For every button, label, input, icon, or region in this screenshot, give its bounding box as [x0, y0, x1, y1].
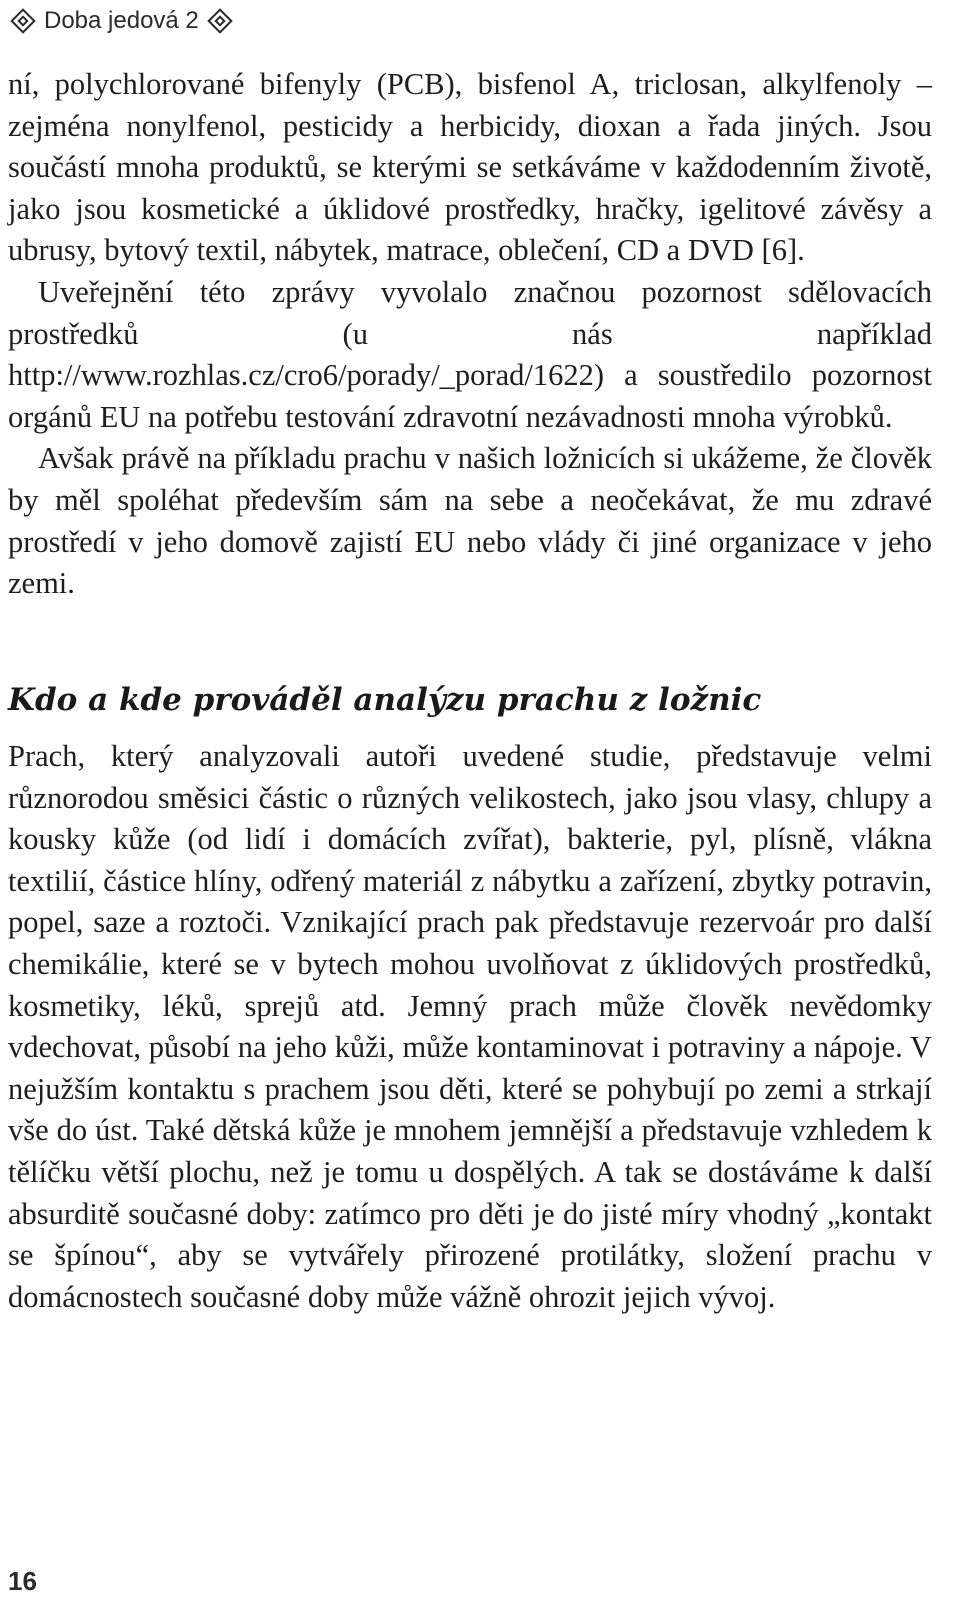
diamond-ornament-icon: [207, 8, 232, 33]
paragraph: Avšak právě na příkladu prachu v našich ložnicích si ukážeme, že člověk by měl spoléhat především sám na sebe a neočekávat, že mu zdravé prostředí v jeho domově zajistí EU nebo vlády či jiné organizace v jeho zemi.: [8, 441, 932, 601]
running-header: [8, 6, 235, 36]
diamond-ornament-icon: [10, 8, 35, 33]
paragraph: Prach, který analyzovali autoři uvedené studie, představuje velmi různorodou směsici částic o různých velikostech, jako jsou vlasy, chlupy a kousky kůže (od lidí i domácích zvířat), bakterie, pyl, plísně, vlákna textilií, částice hlíny, odřený materiál z nábytku a zařízení, zbytky potravin, popel, saze a roztoči. Vznikající prach pak představuje rezervoár pro další chemikálie, které se v bytech mohou uvolňovat z úklidových prostředků, kosmetiky, léků, sprejů atd. Jemný prach může člověk nevědomky vdechovat, působí na jeho kůži, může kontaminovat i potraviny a nápoje. V nejužším kontaktu s prachem jsou děti, které se pohybují po zemi a strkají vše do úst. Také dětská kůže je mnohem jemnější a představuje vzhledem k tělíčku větší plochu, než je tomu u dospělých. A tak se dostáváme k další absurditě současné doby: zatímco pro děti je do jisté míry vhodný „kontakt se špínou“, aby se vytvářely přirozené protilátky, složení prachu v domácnostech současné doby může vážně ohrozit jejich vývoj.: [8, 739, 932, 1314]
paragraph: ní, polychlorované bifenyly (PCB), bisfenol A, triclosan, alkylfenoly – zejména nonylfenol, pesticidy a herbicidy, dioxan a řada jiných. Jsou součástí mnoha produktů, se kterými se setkáváme v každodenním životě, jako jsou kosmetické a úklidové prostředky, hračky, igelitové závěsy a ubrusy, bytový textil, nábytek, matrace, oblečení, CD a DVD [6].: [8, 67, 932, 268]
paragraph: Uveřejnění této zprávy vyvolalo značnou pozornost sdělovacích prostředků (u nás například http://www.rozhlas.cz/cro6/porady/_porad/1622) a soustředilo pozornost orgánů EU na potřebu testování zdravotní nezávadnosti mnoha výrobků.: [8, 274, 932, 434]
page-number: 16: [8, 1566, 37, 1596]
text-block-section: [8, 736, 932, 1318]
text-block-intro: [8, 64, 932, 605]
section-heading: Kdo a kde prováděl analýzu prachu z ložnic: [8, 682, 762, 718]
running-title: Doba jedová 2: [44, 7, 199, 34]
